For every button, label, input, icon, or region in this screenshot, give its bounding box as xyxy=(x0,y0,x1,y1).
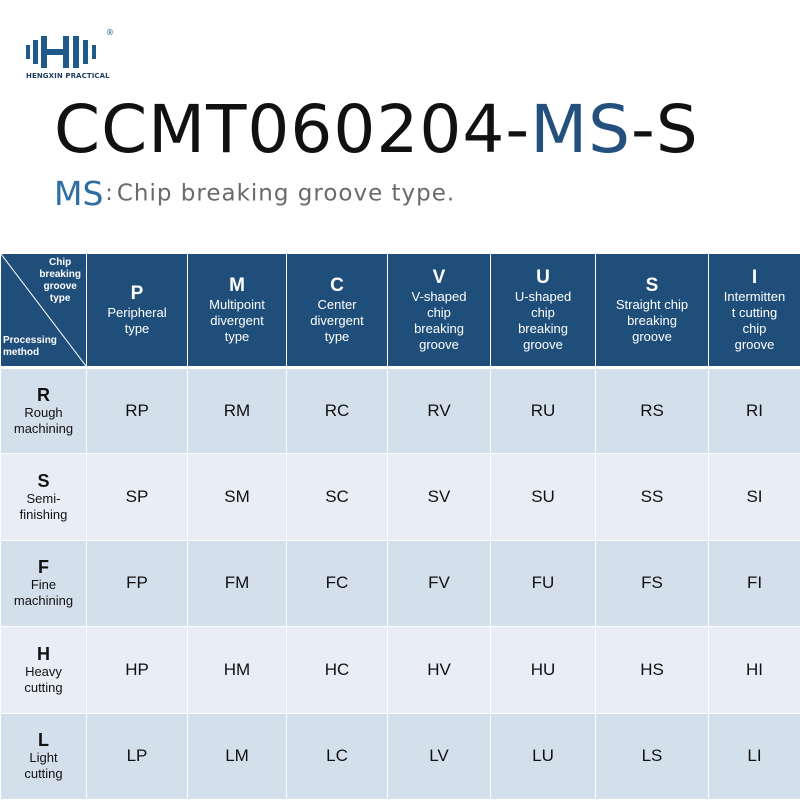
corner-header-cell xyxy=(1,254,87,368)
table-cell: LC xyxy=(287,713,388,799)
table-cell: SU xyxy=(491,454,596,540)
table-cell: SP xyxy=(87,454,188,540)
row-header-f: F Fine machining xyxy=(1,540,87,626)
table-cell: HS xyxy=(596,627,709,713)
table-cell: FI xyxy=(709,540,800,626)
table-cell: SV xyxy=(388,454,491,540)
table-cell: RP xyxy=(87,368,188,454)
table-cell: HV xyxy=(388,627,491,713)
groove-subtitle xyxy=(54,174,455,218)
column-header-s: S Straight chip breaking groove xyxy=(596,254,709,368)
table-row-heavy xyxy=(1,627,800,713)
table-cell: SI xyxy=(709,454,800,540)
column-header-p: P Peripheral type xyxy=(87,254,188,368)
table-cell: FS xyxy=(596,540,709,626)
table-header-row xyxy=(1,254,800,368)
subtitle-description: Chip breaking groove type. xyxy=(116,180,456,207)
row-header-h: H Heavy cutting xyxy=(1,627,87,713)
product-title xyxy=(54,90,699,170)
table-row-light xyxy=(1,713,800,799)
corner-row-label: Processing method xyxy=(3,335,57,358)
column-header-i: I Intermitten t cutting chip groove xyxy=(709,254,800,368)
brand-logo xyxy=(26,28,118,84)
table-cell: HC xyxy=(287,627,388,713)
table-cell: RM xyxy=(188,368,287,454)
table-cell: LS xyxy=(596,713,709,799)
table-cell: LP xyxy=(87,713,188,799)
table-cell: RI xyxy=(709,368,800,454)
column-header-u: U U-shaped chip breaking groove xyxy=(491,254,596,368)
table-cell: LV xyxy=(388,713,491,799)
title-suffix: -S xyxy=(631,91,699,168)
row-header-l: L Light cutting xyxy=(1,713,87,799)
hengxin-logo-icon xyxy=(26,36,106,68)
title-prefix: CCMT060204- xyxy=(54,91,531,168)
table-cell: LM xyxy=(188,713,287,799)
table-cell: HP xyxy=(87,627,188,713)
table-cell: SM xyxy=(188,454,287,540)
table-cell: SC xyxy=(287,454,388,540)
row-header-s: S Semi- finishing xyxy=(1,454,87,540)
table-cell: HI xyxy=(709,627,800,713)
table-cell: RV xyxy=(388,368,491,454)
subtitle-separator: : xyxy=(105,181,113,206)
table-cell: LI xyxy=(709,713,800,799)
row-header-r: R Rough machining xyxy=(1,368,87,454)
table-cell: RU xyxy=(491,368,596,454)
table-cell: FC xyxy=(287,540,388,626)
table-row-rough xyxy=(1,368,800,454)
table-row-fine xyxy=(1,540,800,626)
table-cell: SS xyxy=(596,454,709,540)
table-cell: LU xyxy=(491,713,596,799)
groove-type-table xyxy=(0,253,800,800)
table-cell: FM xyxy=(188,540,287,626)
table-cell: HM xyxy=(188,627,287,713)
corner-column-label: Chip breaking groove type xyxy=(39,257,81,304)
registered-mark: ® xyxy=(106,28,114,37)
subtitle-code: MS xyxy=(54,174,104,213)
table-cell: RC xyxy=(287,368,388,454)
table-cell: RS xyxy=(596,368,709,454)
column-header-m: M Multipoint divergent type xyxy=(188,254,287,368)
table-cell: FP xyxy=(87,540,188,626)
table-row-semi-finishing xyxy=(1,454,800,540)
column-header-v: V V-shaped chip breaking groove xyxy=(388,254,491,368)
title-highlight: MS xyxy=(530,91,632,168)
table-cell: HU xyxy=(491,627,596,713)
column-header-c: C Center divergent type xyxy=(287,254,388,368)
table-cell: FU xyxy=(491,540,596,626)
brand-name: HENGXIN PRACTICAL xyxy=(26,72,110,80)
table-cell: FV xyxy=(388,540,491,626)
